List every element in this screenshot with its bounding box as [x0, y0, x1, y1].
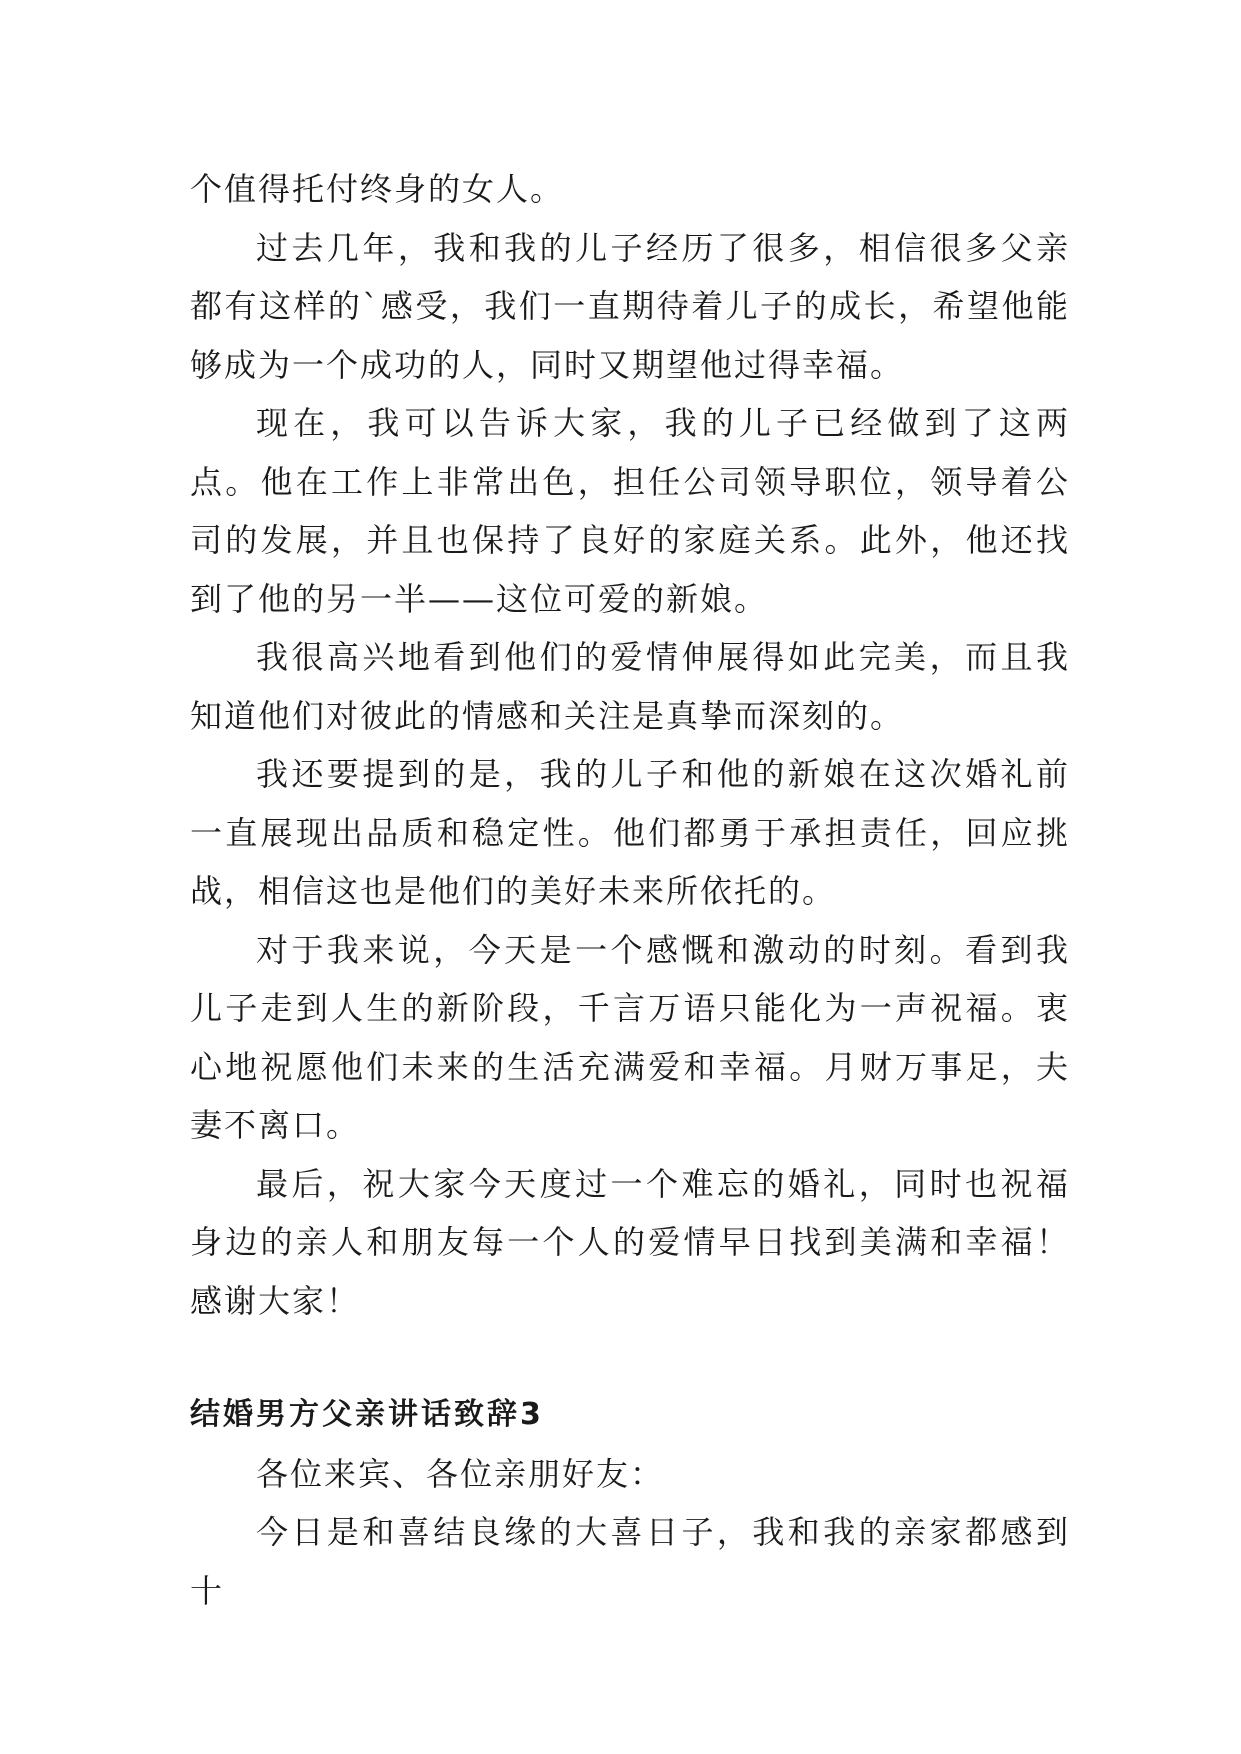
paragraph: 我还要提到的是，我的儿子和他的新娘在这次婚礼前一直展现出品质和稳定性。他们都勇于承担责任，回应挑战，相信这也是他们的美好未来所依托的。: [190, 755, 1070, 910]
document-body: [190, 160, 1070, 1620]
paragraph: 最后，祝大家今天度过一个难忘的婚礼，同时也祝福身边的亲人和朋友每一个人的爱情早日找到美满和幸福！感谢大家！: [190, 1164, 1070, 1320]
paragraph: 我很高兴地看到他们的爱情伸展得如此完美，而且我知道他们对彼此的情感和关注是真挚而深刻的。: [190, 638, 1070, 735]
paragraph: 对于我来说，今天是一个感慨和激动的时刻。看到我儿子走到人生的新阶段，千言万语只能化为一声祝福。衷心地祝愿他们未来的生活充满爱和幸福。月财万事足，夫妻不离口。: [190, 930, 1070, 1144]
salutation: 各位来宾、各位亲朋好友：: [256, 1454, 665, 1493]
paragraph: 过去几年，我和我的儿子经历了很多，相信很多父亲都有这样的`感受，我们一直期待着儿子的成长，希望他能够成为一个成功的人，同时又期望他过得幸福。: [190, 228, 1070, 384]
paragraph: 现在，我可以告诉大家，我的儿子已经做到了这两点。他在工作上非常出色，担任公司领导职位，领导着公司的发展，并且也保持了良好的家庭关系。此外，他还找到了他的另一半——这位可爱的新娘。: [190, 404, 1070, 618]
section-heading: 结婚男方父亲讲话致辞3: [190, 1397, 544, 1432]
paragraph: 今日是和喜结良缘的大喜日子，我和我的亲家都感到十: [190, 1513, 1070, 1610]
paragraph-continuation: 个值得托付终身的女人。: [190, 170, 565, 208]
